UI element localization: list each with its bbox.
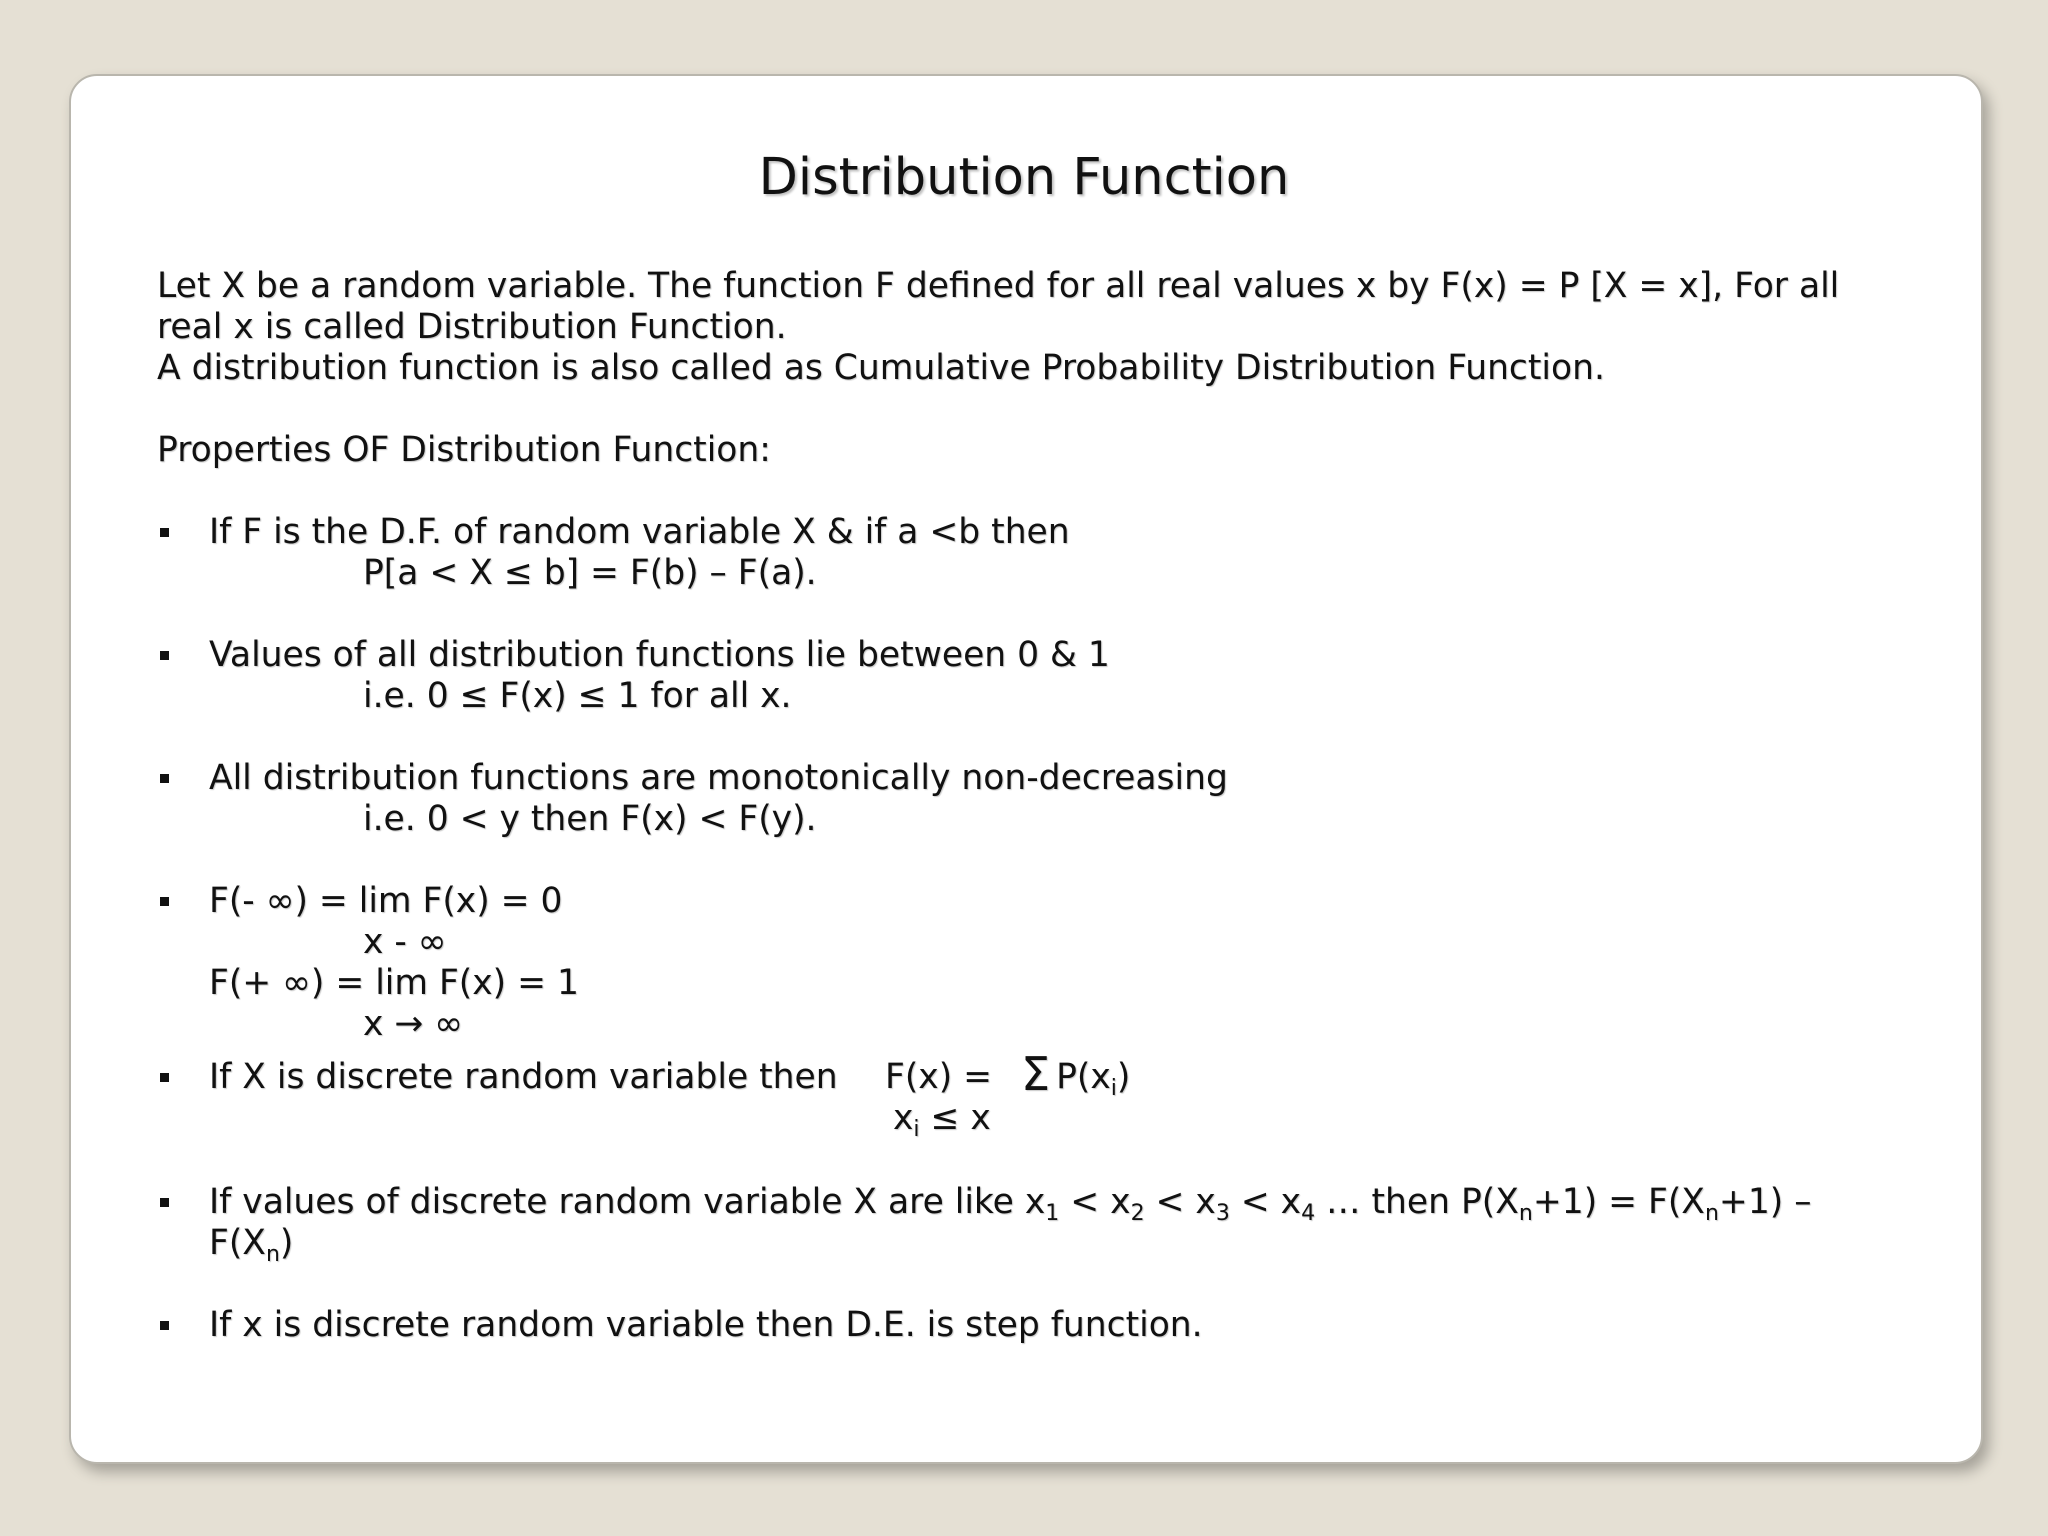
bullet-icon	[160, 897, 169, 906]
slide-body	[157, 266, 1857, 1346]
bullet-icon	[160, 774, 169, 783]
page-title: Distribution Function	[758, 148, 1290, 207]
list-item-6: If values of discrete random variable X are like $x_1 < x_2 < x_3 < x_4$ … then $P(X_n+1) = F(X_n+1)$ – $F(X_n)$	[157, 1182, 1857, 1264]
list-item-7: If x is discrete random variable then D.E. is step function.	[157, 1305, 1857, 1346]
properties-heading: Properties OF Distribution Function:	[157, 430, 771, 470]
bullet-icon	[160, 1073, 169, 1082]
bullet-icon	[160, 1321, 169, 1330]
intro-line-3: A distribution function is also called as Cumulative Probability Distribution Function.	[157, 348, 1605, 388]
sigma-symbol: Σ	[1021, 1047, 1051, 1101]
list-item-2: Values of all distribution functions lie between 0 & 1 i.e. 0 ≤ F(x) ≤ 1 for all x.	[157, 635, 1857, 717]
intro-line-2: real x is called Distribution Function.	[157, 307, 787, 347]
list-item-5: If X is discrete random variable then F(x) = Σ $P(x_i)$ $x_i \le x$	[157, 1057, 1857, 1139]
bullet-icon	[160, 651, 169, 660]
bullet-icon	[160, 1198, 169, 1207]
list-item-3: All distribution functions are monotonically non-decreasing i.e. 0 < y then F(x) < F(y).	[157, 758, 1857, 840]
list-item-4: F(- ∞) = lim F(x) = 0 x - ∞ F(+ ∞) = lim F(x) = 1 x → ∞	[157, 881, 1857, 1045]
list-item-1: If F is the D.F. of random variable X & if a <b then P[a < X ≤ b] = F(b) – F(a).	[157, 512, 1857, 594]
intro-line-1: Let X be a random variable. The function F defined for all real values x by F(x) = P [X = x], For all	[157, 266, 1840, 306]
bullet-icon	[160, 528, 169, 537]
